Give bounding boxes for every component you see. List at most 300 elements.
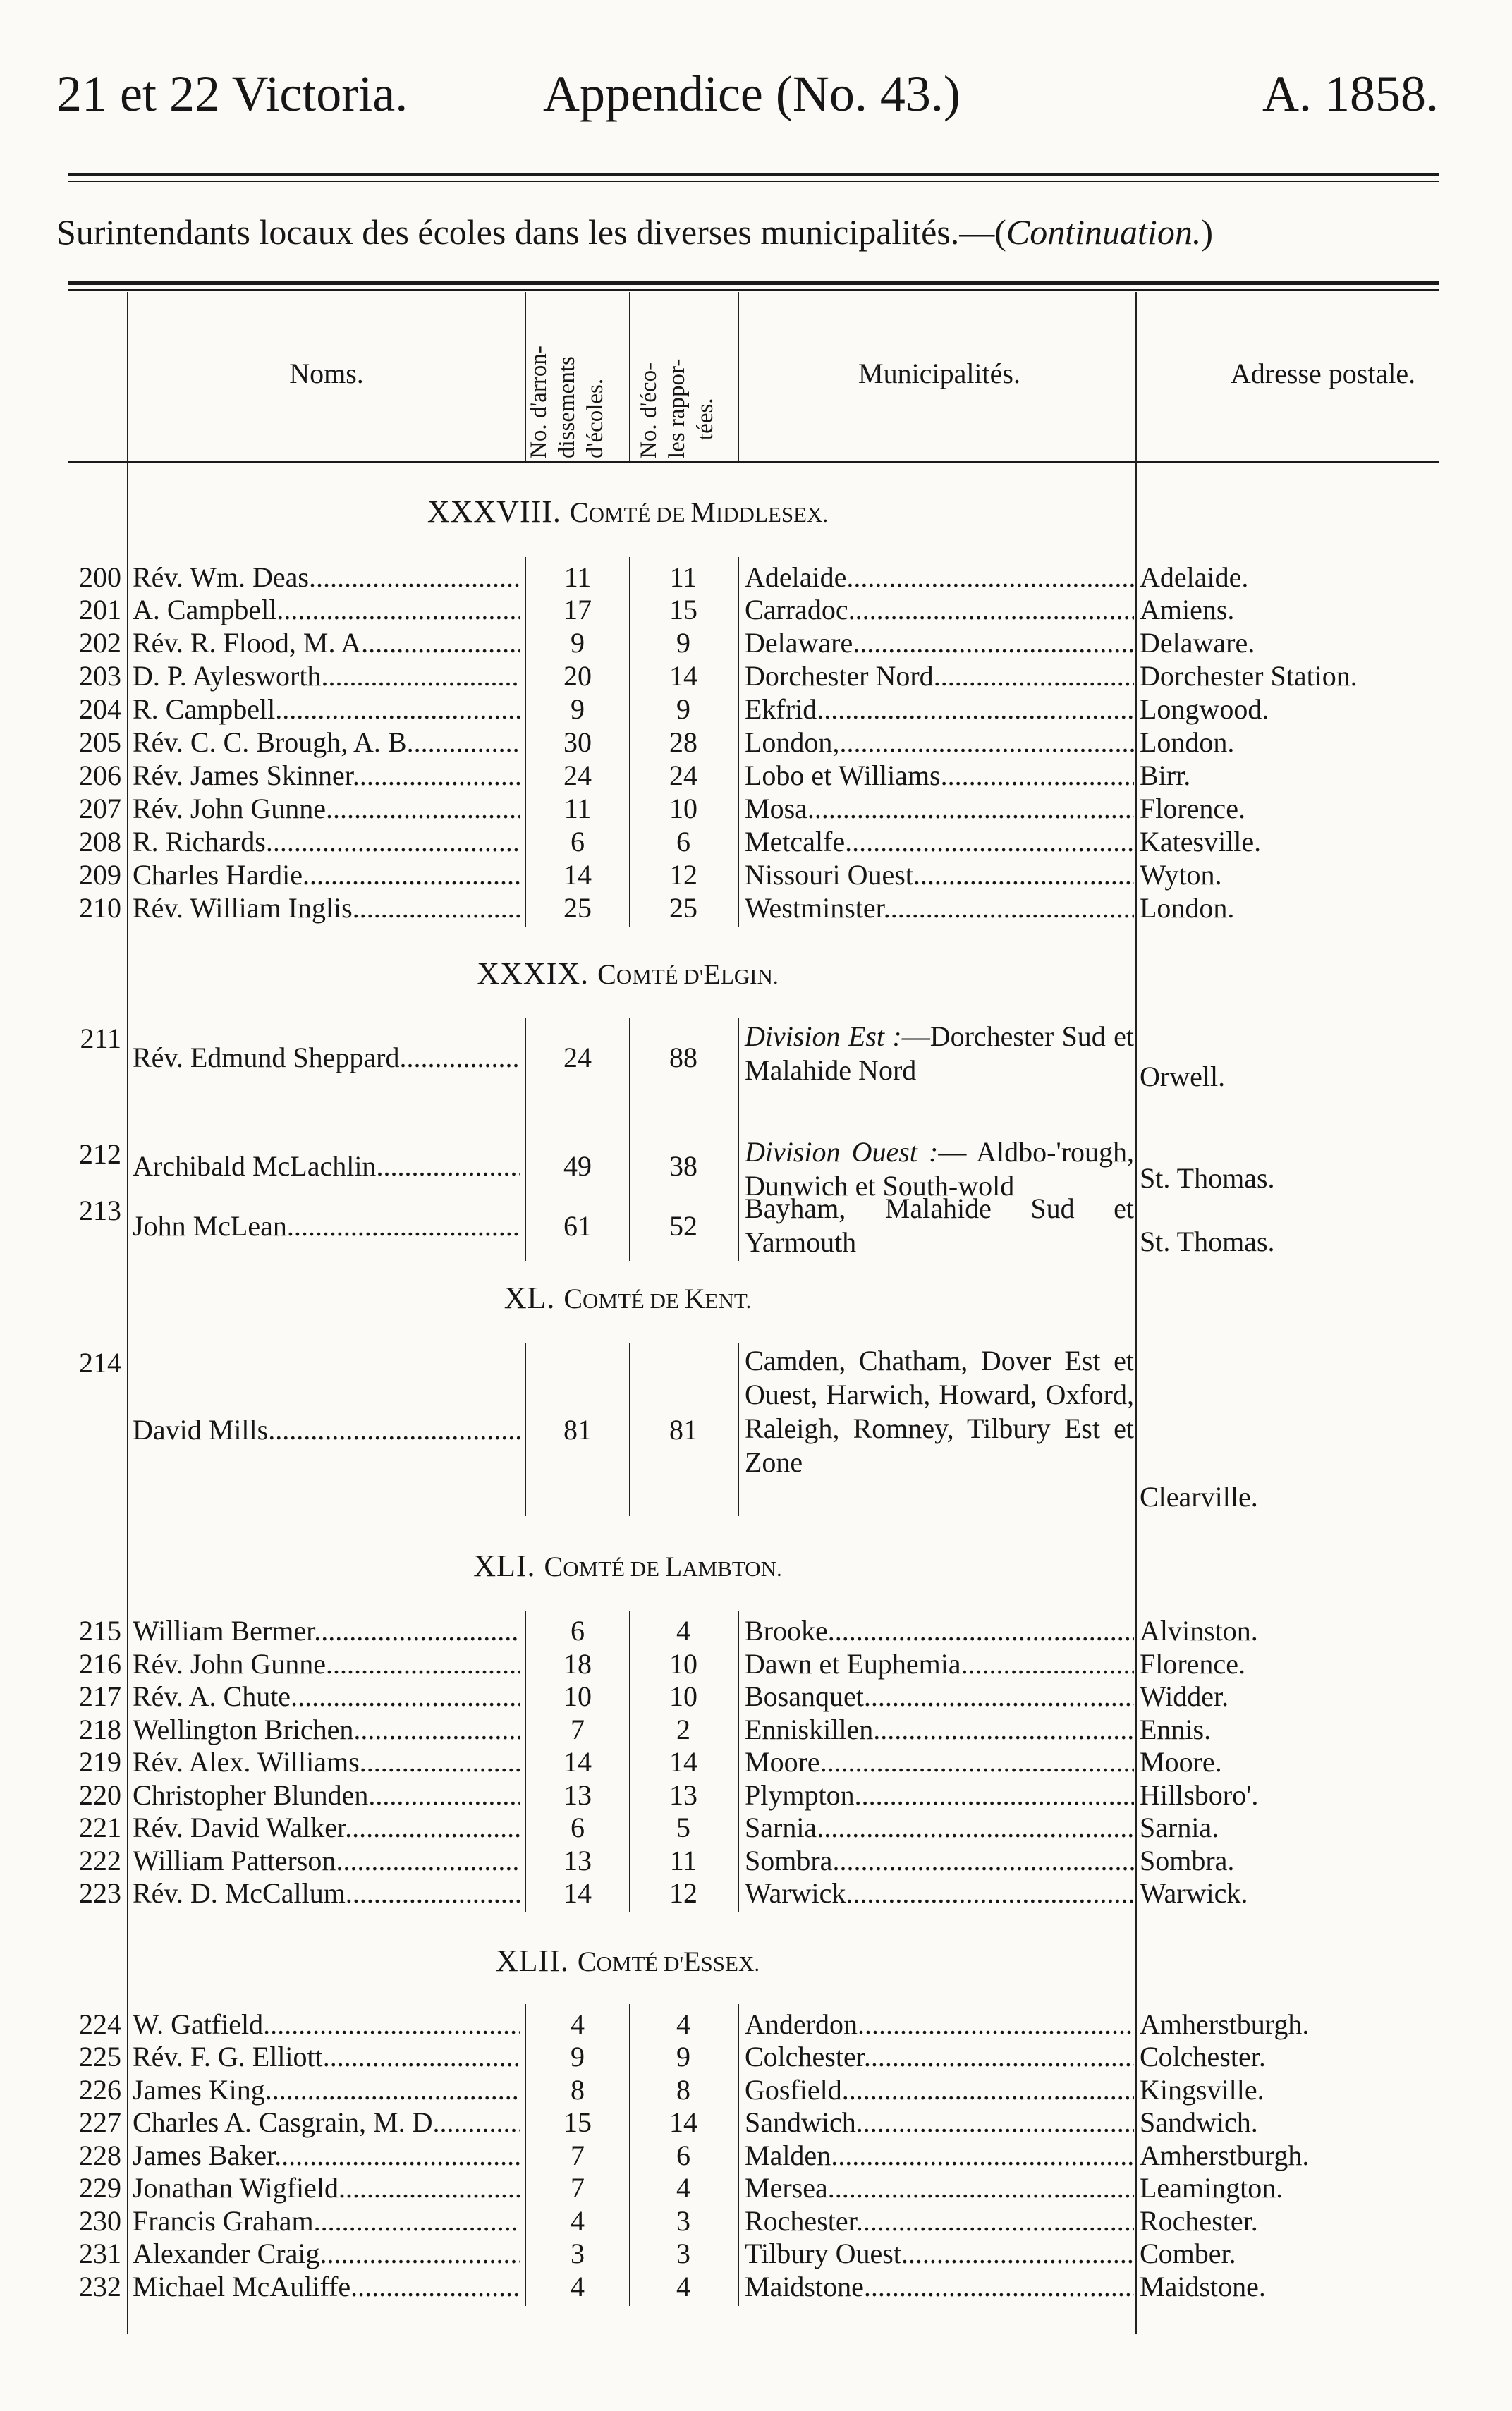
division-label: Division Ouest : <box>745 1136 939 1168</box>
postal-address: St. Thomas. <box>1140 1162 1275 1194</box>
section-word-initial: C <box>569 496 589 528</box>
arrondissements-count: 4 <box>571 2008 585 2040</box>
superintendent-name: Rév. David Walker ..... <box>133 1812 520 1844</box>
municipality: Sombra ..... <box>745 1845 1134 1877</box>
municipality: Ekfrid ..... <box>745 693 1134 726</box>
superintendent-name: Rév. D. McCallum ..... <box>133 1877 520 1910</box>
arrondissements-count: 18 <box>563 1648 592 1680</box>
postal-address: Amiens. <box>1140 594 1235 625</box>
ecol-header-line-3: tées. <box>693 398 718 440</box>
table-row <box>0 660 1512 692</box>
entry-number: 225 <box>79 2041 121 2073</box>
municipality <box>745 1020 1134 1087</box>
section-numeral: XXXIX. <box>477 956 598 991</box>
postal-address: Amherstburgh. <box>1140 2140 1310 2171</box>
postal-address: Rochester. <box>1140 2205 1258 2237</box>
entry-number: 216 <box>79 1648 121 1680</box>
postal-address: Florence. <box>1140 793 1245 824</box>
superintendent-name: Rév. C. C. Brough, A. B ..... <box>133 726 520 759</box>
arrondissements-count: 4 <box>571 2271 585 2302</box>
table-row <box>0 1192 1512 1258</box>
municipality: Carradoc ..... <box>745 594 1134 626</box>
superintendent-name: John McLean ..... <box>133 1210 520 1243</box>
postal-address: Amherstburgh. <box>1140 2008 1310 2040</box>
municipality: Enniskillen ..... <box>745 1714 1134 1746</box>
arrondissements-count: 24 <box>563 1042 592 1073</box>
arrondissements-count: 17 <box>563 594 592 625</box>
superintendent-name: James King ..... <box>133 2074 520 2106</box>
entry-number: 232 <box>79 2271 121 2302</box>
postal-address: Kingsville. <box>1140 2074 1264 2106</box>
arrondissements-count: 7 <box>571 1714 585 1745</box>
entry-number: 229 <box>79 2172 121 2204</box>
ecoles-reported-count: 14 <box>669 1746 697 1778</box>
postal-address: Moore. <box>1140 1746 1222 1778</box>
table-row <box>0 1347 1512 1513</box>
arrondissements-count: 11 <box>563 561 592 593</box>
section-title <box>120 494 1135 530</box>
entry-number: 207 <box>79 793 121 824</box>
arrondissements-count: 61 <box>563 1210 592 1242</box>
superintendent-name: W. Gatfield ..... <box>133 2008 520 2041</box>
entry-number: 224 <box>79 2008 121 2040</box>
header-regnal-year: 21 et 22 Victoria. <box>56 66 408 122</box>
vrule-arr-ecol <box>629 292 630 461</box>
section-title <box>120 1548 1135 1584</box>
superintendent-name: Charles Hardie ..... <box>133 859 520 891</box>
ecoles-reported-count: 4 <box>676 1615 690 1647</box>
table-row <box>0 1779 1512 1812</box>
county-initial: M <box>690 496 716 528</box>
county-initial: E <box>703 958 721 990</box>
table-row <box>0 1714 1512 1746</box>
entry-number: 208 <box>79 826 121 857</box>
postal-address: Dorchester Station. <box>1140 660 1358 692</box>
municipality: Maidstone ..... <box>745 2271 1134 2303</box>
postal-address: Adelaide. <box>1140 561 1249 593</box>
ecoles-reported-count: 10 <box>669 1648 697 1680</box>
section-numeral: XL. <box>504 1281 564 1315</box>
ecoles-reported-count: 14 <box>669 2106 697 2138</box>
entry-number: 230 <box>79 2205 121 2237</box>
vrule-ecol-muni-segment <box>738 557 739 927</box>
superintendent-name: R. Richards ..... <box>133 826 520 858</box>
vrule-name-arr-segment <box>525 557 526 927</box>
entry-number: 206 <box>79 759 121 791</box>
section-word-initial: C <box>597 958 616 990</box>
column-header-noms: Noms. <box>289 358 364 389</box>
superintendent-name: Rév. John Gunne ..... <box>133 1648 520 1680</box>
vrule-arr-ecol-segment <box>629 2004 630 2306</box>
header-appendix: Appendice (No. 43.) <box>543 66 961 122</box>
entry-number: 213 <box>79 1195 121 1226</box>
entry-number: 203 <box>79 660 121 692</box>
vrule-ecol-muni-segment <box>738 1343 739 1516</box>
arrondissements-count: 30 <box>563 726 592 758</box>
superintendent-name: Rév. James Skinner ..... <box>133 759 520 792</box>
subtitle-close: ) <box>1201 212 1213 252</box>
municipality: Dawn et Euphemia ..... <box>745 1648 1134 1680</box>
superintendent-name: D. P. Aylesworth ..... <box>133 660 520 692</box>
arrondissements-count: 14 <box>563 1877 592 1909</box>
postal-address: Alvinston. <box>1140 1615 1258 1647</box>
arrondissements-count: 9 <box>571 2041 585 2073</box>
arrondissements-count: 10 <box>563 1680 592 1712</box>
postal-address: Comber. <box>1140 2238 1236 2269</box>
superintendent-name: Rév. John Gunne ..... <box>133 793 520 825</box>
table-row <box>0 1680 1512 1713</box>
county-rest: LGIN. <box>720 964 779 989</box>
ecoles-reported-count: 38 <box>669 1150 697 1182</box>
entry-number: 226 <box>79 2074 121 2106</box>
municipality: Sandwich ..... <box>745 2106 1134 2139</box>
ecoles-reported-count: 3 <box>676 2205 690 2237</box>
superintendent-name: Rév. Alex. Williams ..... <box>133 1746 520 1778</box>
entry-number: 201 <box>79 594 121 625</box>
municipality-text: —Dorchester Sud et Malahide Nord <box>745 1020 1134 1086</box>
arrondissements-count: 11 <box>563 793 592 824</box>
arrondissements-count: 81 <box>563 1414 592 1446</box>
ecoles-reported-count: 5 <box>676 1812 690 1843</box>
entry-number: 204 <box>79 693 121 725</box>
table-row <box>0 1877 1512 1910</box>
municipality: Mosa ..... <box>745 793 1134 825</box>
municipality: Rochester ..... <box>745 2205 1134 2238</box>
entry-number: 228 <box>79 2140 121 2171</box>
county-initial: L <box>664 1551 683 1582</box>
ecoles-reported-count: 10 <box>669 1680 697 1712</box>
arrondissements-count: 25 <box>563 892 592 924</box>
postal-address: Wyton. <box>1140 859 1222 891</box>
ecoles-reported-count: 52 <box>669 1210 697 1242</box>
postal-address: Orwell. <box>1140 1061 1226 1092</box>
postal-address: Sandwich. <box>1140 2106 1258 2138</box>
ecoles-reported-count: 9 <box>676 627 690 659</box>
postal-address: London. <box>1140 892 1235 924</box>
municipality: Nissouri Ouest ..... <box>745 859 1134 891</box>
superintendent-name: A. Campbell ..... <box>133 594 520 626</box>
superintendent-name: Alexander Craig ..... <box>133 2238 520 2270</box>
table-row <box>0 2238 1512 2270</box>
section-numeral: XLI. <box>473 1549 544 1583</box>
arrondissements-count: 14 <box>563 1746 592 1778</box>
table-row <box>0 1746 1512 1778</box>
postal-address: Delaware. <box>1140 627 1255 659</box>
section-title <box>120 1280 1135 1316</box>
table-row <box>0 2140 1512 2172</box>
ecoles-reported-count: 6 <box>676 2140 690 2171</box>
ecoles-reported-count: 3 <box>676 2238 690 2269</box>
municipality: Tilbury Ouest ..... <box>745 2238 1134 2270</box>
postal-address: Birr. <box>1140 759 1191 791</box>
arrondissements-count: 14 <box>563 859 592 891</box>
entry-number: 227 <box>79 2106 121 2138</box>
ecoles-reported-count: 6 <box>676 826 690 857</box>
vrule-arr-ecol-segment <box>629 1343 630 1516</box>
table-row <box>0 759 1512 792</box>
municipality: Moore ..... <box>745 1746 1134 1778</box>
municipality: Metcalfe ..... <box>745 826 1134 858</box>
municipality: Delaware ..... <box>745 627 1134 659</box>
arrondissements-count: 13 <box>563 1779 592 1811</box>
arrondissements-count: 4 <box>571 2205 585 2237</box>
ecoles-reported-count: 81 <box>669 1414 697 1446</box>
ecoles-reported-count: 15 <box>669 594 697 625</box>
municipality <box>745 1344 1134 1479</box>
vrule-ecol-muni-segment <box>738 1611 739 1912</box>
entry-number: 223 <box>79 1877 121 1909</box>
arrondissements-count: 15 <box>563 2106 592 2138</box>
superintendent-name: Michael McAuliffe ..... <box>133 2271 520 2303</box>
table-row <box>0 1812 1512 1844</box>
ecoles-reported-count: 11 <box>669 561 697 593</box>
postal-address: Clearville. <box>1140 1481 1258 1513</box>
section-word-rest: OMTÉ DE <box>588 502 691 527</box>
municipality-text: Camden, Chatham, Dover Est et Ouest, Harwich, Howard, Oxford, Raleigh, Romney, Tilbury Est et Zone <box>745 1345 1134 1478</box>
section-title <box>120 1943 1135 1979</box>
ecoles-reported-count: 4 <box>676 2271 690 2302</box>
table-row <box>0 826 1512 858</box>
entry-number: 214 <box>79 1347 121 1379</box>
municipality: Warwick ..... <box>745 1877 1134 1910</box>
vrule-name-arr <box>525 292 526 461</box>
ecoles-reported-count: 2 <box>676 1714 690 1745</box>
superintendent-name: R. Campbell ..... <box>133 693 520 726</box>
vrule-name-arr-segment <box>525 2004 526 2306</box>
header-bottom-rule <box>68 461 1439 463</box>
postal-address: London. <box>1140 726 1235 758</box>
arrondissements-count: 9 <box>571 627 585 659</box>
entry-number: 217 <box>79 1680 121 1712</box>
table-row <box>0 2205 1512 2238</box>
arrondissements-count: 3 <box>571 2238 585 2269</box>
municipality: Anderdon ..... <box>745 2008 1134 2041</box>
entry-number: 200 <box>79 561 121 593</box>
municipality: Brooke ..... <box>745 1615 1134 1647</box>
municipality: Malden ..... <box>745 2140 1134 2172</box>
table-row <box>0 793 1512 825</box>
section-word-rest: OMTÉ D' <box>616 964 704 989</box>
postal-address: St. Thomas. <box>1140 1226 1275 1257</box>
municipality: Lobo et Williams ..... <box>745 759 1134 792</box>
superintendent-name: Jonathan Wigfield ..... <box>133 2172 520 2204</box>
table-top-rule-thin <box>68 289 1439 291</box>
superintendent-name: William Bermer ..... <box>133 1615 520 1647</box>
ecoles-reported-count: 25 <box>669 892 697 924</box>
superintendent-name: William Patterson ..... <box>133 1845 520 1877</box>
section-numeral: XLII. <box>495 1943 578 1978</box>
arrondissements-count: 9 <box>571 693 585 725</box>
section-word-initial: C <box>563 1283 583 1314</box>
superintendent-name: Wellington Brichen ..... <box>133 1714 520 1746</box>
municipality: Bosanquet ..... <box>745 1680 1134 1713</box>
ecoles-reported-count: 9 <box>676 2041 690 2073</box>
vrule-ecol-muni <box>738 292 739 461</box>
arrondissements-count: 13 <box>563 1845 592 1876</box>
entry-number: 202 <box>79 627 121 659</box>
entry-number: 215 <box>79 1615 121 1647</box>
arrondissements-count: 6 <box>571 1812 585 1843</box>
municipality: Plympton ..... <box>745 1779 1134 1812</box>
vrule-name-arr-segment <box>525 1343 526 1516</box>
column-header-municipalites: Municipalités. <box>858 358 1020 389</box>
table-row <box>0 1648 1512 1680</box>
arrondissements-count: 6 <box>571 1615 585 1647</box>
entry-number: 218 <box>79 1714 121 1745</box>
vrule-arr-ecol-segment <box>629 557 630 927</box>
table-row <box>0 2172 1512 2204</box>
municipality: Westminster ..... <box>745 892 1134 924</box>
vrule-name-arr-segment <box>525 1611 526 1912</box>
entry-number: 209 <box>79 859 121 891</box>
postal-address: Sombra. <box>1140 1845 1235 1876</box>
municipality: Gosfield ..... <box>745 2074 1134 2106</box>
entry-number: 205 <box>79 726 121 758</box>
postal-address: Warwick. <box>1140 1877 1248 1909</box>
municipality: Mersea ..... <box>745 2172 1134 2204</box>
table-row <box>0 2041 1512 2073</box>
section-numeral: XXXVIII. <box>427 494 570 529</box>
table-row <box>0 892 1512 924</box>
postal-address: Sarnia. <box>1140 1812 1219 1843</box>
table-row <box>0 726 1512 759</box>
entry-number: 221 <box>79 1812 121 1843</box>
vrule-ecol-muni-segment <box>738 1018 739 1261</box>
postal-address: Maidstone. <box>1140 2271 1266 2302</box>
ecoles-reported-count: 13 <box>669 1779 697 1811</box>
ecoles-reported-count: 10 <box>669 793 697 824</box>
superintendent-name: Archibald McLachlin ..... <box>133 1150 520 1183</box>
entry-number: 212 <box>79 1138 121 1170</box>
vrule-name-arr-segment <box>525 1018 526 1261</box>
superintendent-name: Christopher Blunden ..... <box>133 1779 520 1812</box>
superintendent-name: Rév. Wm. Deas ..... <box>133 561 520 594</box>
entry-number: 211 <box>80 1023 121 1054</box>
vrule-ecol-muni-segment <box>738 2004 739 2306</box>
superintendent-name: Rév. Edmund Sheppard ..... <box>133 1042 520 1074</box>
superintendent-name: Rév. R. Flood, M. A ..... <box>133 627 520 659</box>
arrondissements-count: 49 <box>563 1150 592 1182</box>
ecoles-reported-count: 14 <box>669 660 697 692</box>
county-rest: AMBTON. <box>682 1556 782 1581</box>
ecoles-reported-count: 4 <box>676 2172 690 2204</box>
division-label: Division Est : <box>745 1020 902 1052</box>
section-word-rest: OMTÉ D' <box>596 1951 684 1976</box>
municipality: Colchester ..... <box>745 2041 1134 2073</box>
entry-number: 210 <box>79 892 121 924</box>
county-initial: K <box>684 1283 705 1314</box>
superintendent-name: Rév. A. Chute ..... <box>133 1680 520 1713</box>
table-row <box>0 1136 1512 1202</box>
postal-address: Katesville. <box>1140 826 1262 857</box>
arrondissements-count: 20 <box>563 660 592 692</box>
section-word-initial: C <box>544 1551 563 1582</box>
ecoles-reported-count: 28 <box>669 726 697 758</box>
ecoles-reported-count: 11 <box>669 1845 697 1876</box>
table-top-rule-thick <box>68 281 1439 285</box>
column-header-adresse: Adresse postale. <box>1230 358 1416 389</box>
arrondissements-count: 6 <box>571 826 585 857</box>
entry-number: 219 <box>79 1746 121 1778</box>
ecoles-reported-count: 12 <box>669 1877 697 1909</box>
postal-address: Longwood. <box>1140 693 1269 725</box>
ecoles-reported-count: 24 <box>669 759 697 791</box>
county-rest: ENT. <box>705 1288 752 1313</box>
table-row <box>0 2074 1512 2106</box>
header-rule-thin <box>68 181 1439 182</box>
superintendent-name: Charles A. Casgrain, M. D ..... <box>133 2106 520 2139</box>
vrule-arr-ecol-segment <box>629 1018 630 1261</box>
table-subtitle <box>56 212 1453 252</box>
ecol-header-line-2: les rappor- <box>664 358 690 458</box>
postal-address: Hillsboro'. <box>1140 1779 1259 1811</box>
section-word-rest: OMTÉ DE <box>583 1288 685 1313</box>
superintendent-name: Rév. F. G. Elliott ..... <box>133 2041 520 2073</box>
subtitle-continuation: Continuation. <box>1006 212 1202 252</box>
table-row <box>0 1845 1512 1877</box>
county-initial: E <box>683 1946 701 1977</box>
table-row <box>0 594 1512 626</box>
superintendent-name: David Mills ..... <box>133 1414 520 1446</box>
municipality: Sarnia ..... <box>745 1812 1134 1844</box>
table-row <box>0 2271 1512 2303</box>
table-row <box>0 693 1512 726</box>
entry-number: 222 <box>79 1845 121 1876</box>
arrondissements-count: 7 <box>571 2172 585 2204</box>
municipality: Adelaide ..... <box>745 561 1134 594</box>
ecoles-reported-count: 12 <box>669 859 697 891</box>
header-year: A. 1858. <box>1262 66 1439 122</box>
superintendent-name: Rév. William Inglis ..... <box>133 892 520 924</box>
postal-address: Colchester. <box>1140 2041 1266 2073</box>
subtitle-text: Surintendants locaux des écoles dans les diverses municipalités.—( <box>56 212 1006 252</box>
section-word-initial: C <box>577 1946 597 1977</box>
running-header <box>56 65 1439 128</box>
entry-number: 220 <box>79 1779 121 1811</box>
table-row <box>0 561 1512 594</box>
postal-address: Widder. <box>1140 1680 1229 1712</box>
table-row <box>0 1020 1512 1093</box>
municipality-text: Bayham, Malahide Sud et Yarmouth <box>745 1192 1134 1258</box>
ecoles-reported-count: 9 <box>676 693 690 725</box>
entry-number: 231 <box>79 2238 121 2269</box>
municipality: Dorchester Nord ..... <box>745 660 1134 692</box>
section-word-rest: OMTÉ DE <box>563 1556 665 1581</box>
municipality-text: — Aldbo-'rough, Dunwich et South-wold <box>745 1136 1135 1202</box>
arr-header-line-3: d'écoles. <box>583 378 608 458</box>
table-row <box>0 2008 1512 2041</box>
header-rule-thick <box>68 173 1439 176</box>
municipality: London, ..... <box>745 726 1134 759</box>
postal-address: Leamington. <box>1140 2172 1284 2204</box>
superintendent-name: Francis Graham ..... <box>133 2205 520 2238</box>
arrondissements-count: 24 <box>563 759 592 791</box>
arrondissements-count: 8 <box>571 2074 585 2106</box>
arr-header-line-2: dissements <box>554 356 580 458</box>
postal-address: Ennis. <box>1140 1714 1212 1745</box>
superintendent-name: James Baker ..... <box>133 2140 520 2172</box>
ecol-header-line-1: No. d'éco- <box>636 362 662 458</box>
table-row <box>0 627 1512 659</box>
vrule-arr-ecol-segment <box>629 1611 630 1912</box>
arr-header-line-1: No. d'arron- <box>526 346 551 458</box>
ecoles-reported-count: 88 <box>669 1042 697 1073</box>
ecoles-reported-count: 8 <box>676 2074 690 2106</box>
postal-address: Florence. <box>1140 1648 1245 1680</box>
table-row <box>0 859 1512 891</box>
county-rest: SSEX. <box>700 1951 760 1976</box>
arrondissements-count: 7 <box>571 2140 585 2171</box>
